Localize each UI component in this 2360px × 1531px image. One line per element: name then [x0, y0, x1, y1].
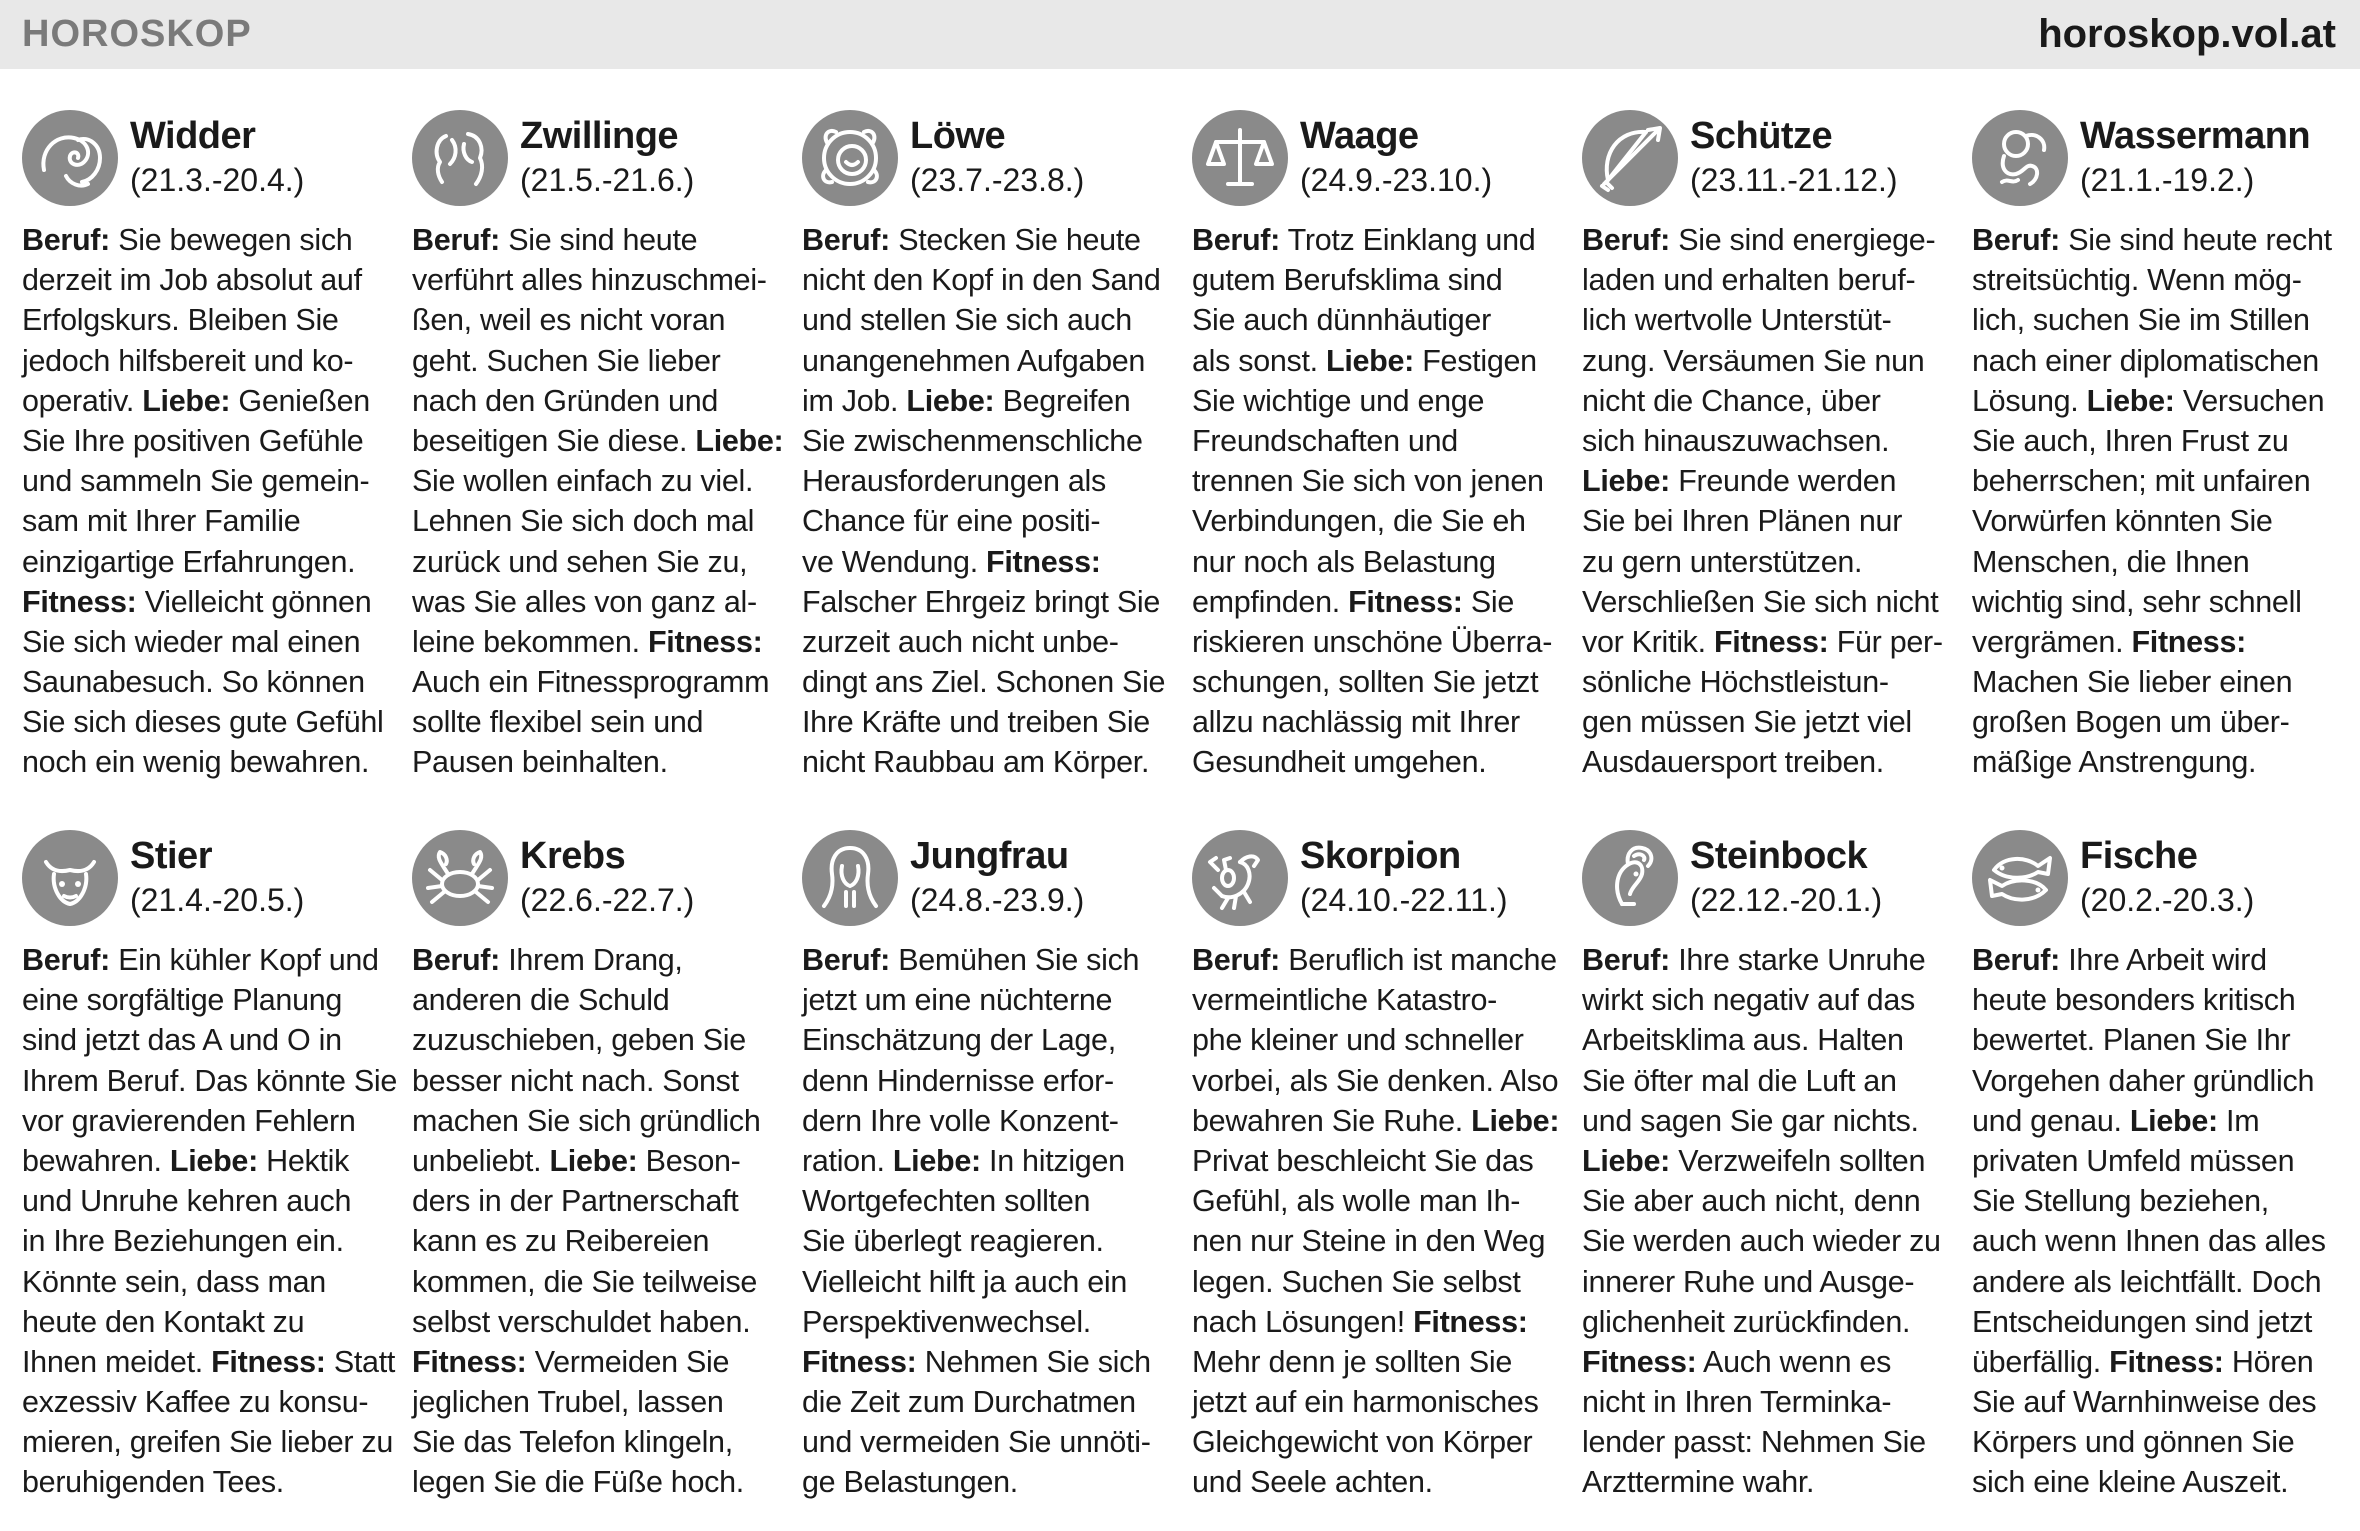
text-line: Arbeitsklima aus. Halten — [1582, 1023, 1904, 1058]
text-line: jetzt auf ein harmonisches — [1192, 1385, 1539, 1420]
sign-dates: (21.4.-20.5.) — [130, 882, 305, 918]
sign-card-zwillinge — [412, 108, 782, 808]
bull-icon — [22, 830, 118, 926]
sign-card-widder — [22, 108, 392, 808]
text-line: Ihre Kräfte und treiben Sie — [802, 705, 1150, 740]
text-line: Lehnen Sie sich doch mal — [412, 504, 755, 539]
text-line: zuzuschieben, geben Sie — [412, 1023, 746, 1058]
text-line: Beruf: Beruflich ist manche — [1192, 943, 1557, 977]
category-label: Beruf: — [412, 223, 501, 257]
sign-name: Löwe — [910, 115, 1006, 157]
sign-dates: (20.2.-20.3.) — [2080, 882, 2255, 918]
text-line: ve Wendung. Fitness: — [802, 544, 1101, 579]
text-line: nach den Gründen und — [412, 383, 719, 418]
text-line: ßen, weil es nicht voran — [412, 303, 726, 338]
text-line: beseitigen Sie diese. Liebe: — [412, 423, 784, 458]
text-line: dern Ihre volle Konzent- — [802, 1103, 1119, 1138]
text-line: kann es zu Reibereien — [412, 1224, 710, 1259]
sign-text — [1582, 940, 1954, 1503]
text-line: jetzt um eine nüchterne — [802, 983, 1113, 1018]
text-line: Sie bei Ihren Plänen nur — [1582, 504, 1903, 539]
text-line: Sie überlegt reagieren. — [802, 1224, 1104, 1259]
text-line: Sie Stellung beziehen, — [1972, 1184, 2269, 1219]
sign-card-skorpion — [1192, 828, 1562, 1528]
text-line: Körpers und gönnen Sie — [1972, 1425, 2295, 1460]
text-line: nen nur Steine in den Weg — [1192, 1224, 1546, 1259]
sign-name: Fische — [2080, 835, 2198, 877]
sign-dates: (21.1.-19.2.) — [2080, 162, 2255, 198]
sign-header — [1192, 108, 1562, 214]
text-line: leine bekommen. Fitness: — [412, 624, 763, 659]
text-line: Beruf: Sie bewegen sich — [22, 223, 353, 257]
text-line: Beruf: Stecken Sie heute — [802, 223, 1141, 257]
sign-header — [412, 828, 782, 934]
text-line: zung. Versäumen Sie nun — [1582, 343, 1925, 378]
text-line: sollte flexibel sein und — [412, 705, 704, 740]
text-line: zu gern unterstützen. — [1582, 544, 1863, 579]
text-line: Pausen beinhalten. — [412, 745, 668, 780]
category-label: Liebe: — [2086, 383, 2175, 418]
sign-card-loewe — [802, 108, 1172, 808]
text-line: Ausdauersport treiben. — [1582, 745, 1884, 780]
text-line: Beruf: Bemühen Sie sich — [802, 943, 1140, 977]
category-label: Liebe: — [695, 423, 784, 458]
category-label: Fitness: — [647, 624, 763, 659]
text-line: Sie wichtige und enge — [1192, 383, 1485, 418]
sign-card-stier — [22, 828, 398, 1528]
category-label: Liebe: — [2129, 1103, 2218, 1138]
text-line: Sie öfter mal die Luft an — [1582, 1063, 1897, 1098]
text-line: und sagen Sie gar nichts. — [1582, 1103, 1919, 1138]
text-line: vorbei, als Sie denken. Also — [1192, 1063, 1559, 1098]
text-line: Fitness: Nehmen Sie sich — [802, 1344, 1151, 1379]
text-line: vor Kritik. Fitness: Für per- — [1582, 624, 1943, 659]
category-label: Beruf: — [412, 943, 501, 977]
text-line: Sie das Telefon klingeln, — [412, 1425, 733, 1460]
sign-dates: (22.6.-22.7.) — [520, 882, 695, 918]
text-line: Beruf: Ihrem Drang, — [412, 943, 683, 977]
text-line: ders in der Partnerschaft — [412, 1184, 739, 1219]
text-line: Könnte sein, dass man — [22, 1264, 326, 1299]
text-line: gen müssen Sie jetzt viel — [1582, 705, 1912, 740]
text-line: Sie auch dünnhäutiger — [1192, 303, 1491, 338]
text-line: Beruf: Ein kühler Kopf und — [22, 943, 379, 977]
text-line: sam mit Ihrer Familie — [22, 504, 301, 539]
text-line: Liebe: Freunde werden — [1582, 464, 1897, 499]
sign-dates: (24.8.-23.9.) — [910, 882, 1085, 918]
sign-text — [1192, 940, 1564, 1503]
category-label: Beruf: — [22, 223, 111, 257]
category-label: Liebe: — [549, 1143, 638, 1178]
scorpion-icon — [1192, 830, 1288, 926]
virgin-icon — [802, 830, 898, 926]
text-line: mäßige Anstrengung. — [1972, 745, 2257, 780]
sign-header — [412, 108, 782, 214]
text-line: nur noch als Belastung — [1192, 544, 1496, 579]
text-line: großen Bogen um über- — [1972, 705, 2290, 740]
text-line: trennen Sie sich von jenen — [1192, 464, 1544, 499]
text-line: und sammeln Sie gemein- — [22, 464, 370, 499]
text-line: nach Lösungen! Fitness: — [1192, 1304, 1528, 1339]
text-line: jedoch hilfsbereit und ko- — [22, 343, 354, 378]
sign-name: Krebs — [520, 835, 626, 877]
sign-card-waage — [1192, 108, 1562, 808]
text-line: wichtig sind, sehr schnell — [1972, 584, 2302, 619]
text-line: phe kleiner und schneller — [1192, 1023, 1524, 1058]
text-line: was Sie alles von ganz al- — [412, 584, 757, 619]
text-line: die Zeit zum Durchatmen — [802, 1385, 1136, 1420]
sign-card-fische — [1972, 828, 2342, 1528]
text-line: zurück und sehen Sie zu, — [412, 544, 748, 579]
sign-header — [1972, 828, 2342, 934]
text-line: bewahren. Liebe: Hektik — [22, 1143, 350, 1178]
text-line: ge Belastungen. — [802, 1465, 1018, 1500]
water-bearer-icon — [1972, 110, 2068, 206]
text-line: Sie auf Warnhinweise des — [1972, 1385, 2317, 1420]
text-line: und vermeiden Sie unnöti- — [802, 1425, 1151, 1460]
text-line: Fitness: Vermeiden Sie — [412, 1344, 730, 1379]
text-line: in Ihre Beziehungen ein. — [22, 1224, 344, 1259]
text-line: vor gravierenden Fehlern — [22, 1103, 356, 1138]
text-line: Saunabesuch. So können — [22, 665, 365, 700]
sign-name: Schütze — [1690, 115, 1833, 157]
text-line: Gleichgewicht von Körper — [1192, 1425, 1533, 1460]
text-line: nicht Raubbau am Körper. — [802, 745, 1150, 780]
sign-text — [412, 940, 784, 1503]
sign-card-wassermann — [1972, 108, 2342, 808]
text-line: Wortgefechten sollten — [802, 1184, 1091, 1219]
text-line: nicht in Ihren Terminka- — [1582, 1385, 1892, 1420]
text-line: heute besonders kritisch — [1972, 983, 2296, 1018]
category-label: Fitness: — [2131, 624, 2246, 659]
text-line: Ihrem Beruf. Das könnte Sie — [22, 1063, 398, 1098]
text-line: sönliche Höchstleistun- — [1582, 665, 1889, 700]
text-line: Auch ein Fitnessprogramm — [412, 665, 770, 700]
text-line: heute den Kontakt zu — [22, 1304, 305, 1339]
category-label: Fitness: — [1348, 584, 1463, 619]
category-label: Beruf: — [1192, 943, 1281, 977]
sign-dates: (21.5.-21.6.) — [520, 162, 695, 198]
text-line: dingt ans Ziel. Schonen Sie — [802, 665, 1166, 700]
category-label: Fitness: — [211, 1344, 326, 1379]
text-line: andere als leichtfällt. Doch — [1972, 1264, 2322, 1299]
text-line: nicht die Chance, über — [1582, 383, 1881, 418]
text-line: Beruf: Ihre starke Unruhe — [1582, 943, 1926, 977]
text-line: unbeliebt. Liebe: Beson- — [412, 1143, 741, 1178]
sign-name: Skorpion — [1300, 835, 1461, 877]
text-line: lich, suchen Sie im Stillen — [1972, 303, 2310, 338]
text-line: Mehr denn je sollten Sie — [1192, 1344, 1513, 1379]
category-label: Liebe: — [1582, 464, 1671, 499]
sign-text — [802, 220, 1174, 783]
text-line: legen Sie die Füße hoch. — [412, 1465, 744, 1500]
text-line: und genau. Liebe: Im — [1972, 1103, 2260, 1138]
category-label: Fitness: — [2109, 1344, 2224, 1379]
text-line: Fitness: Vielleicht gönnen — [22, 584, 372, 619]
sign-dates: (24.9.-23.10.) — [1300, 162, 1493, 198]
text-line: Menschen, die Ihnen — [1972, 544, 2250, 579]
category-label: Beruf: — [1582, 223, 1671, 257]
text-line: im Job. Liebe: Begreifen — [802, 383, 1131, 418]
sign-dates: (24.10.-22.11.) — [1300, 882, 1508, 918]
text-line: ration. Liebe: In hitzigen — [802, 1143, 1125, 1178]
sign-dates: (23.11.-21.12.) — [1690, 162, 1898, 198]
text-line: Fitness: Auch wenn es — [1582, 1344, 1892, 1379]
text-line: als sonst. Liebe: Festigen — [1192, 343, 1537, 378]
text-line: gutem Berufsklima sind — [1192, 263, 1503, 298]
text-line: Beruf: Trotz Einklang und — [1192, 223, 1536, 257]
text-line: Erfolgskurs. Bleiben Sie — [22, 303, 339, 338]
text-line: glichenheit zurückfinden. — [1582, 1304, 1911, 1339]
text-line: denn Hindernisse erfor- — [802, 1063, 1114, 1098]
text-line: innerer Ruhe und Ausge- — [1582, 1264, 1915, 1299]
category-label: Fitness: — [22, 584, 137, 619]
text-line: legen. Suchen Sie selbst — [1192, 1264, 1521, 1299]
text-line: Falscher Ehrgeiz bringt Sie — [802, 584, 1161, 619]
category-label: Fitness: — [412, 1344, 527, 1379]
text-line: riskieren unschöne Überra- — [1192, 624, 1553, 659]
text-line: bewertet. Planen Sie Ihr — [1972, 1023, 2291, 1058]
sign-name: Waage — [1300, 115, 1419, 157]
text-line: vergrämen. Fitness: — [1972, 624, 2246, 659]
category-label: Fitness: — [986, 544, 1101, 579]
category-label: Fitness: — [1413, 1304, 1528, 1339]
text-line: und stellen Sie sich auch — [802, 303, 1132, 338]
sign-header — [1972, 108, 2342, 214]
sign-name: Zwillinge — [520, 115, 679, 157]
text-line: anderen die Schuld — [412, 983, 670, 1018]
text-line: Beruf: Ihre Arbeit wird — [1972, 943, 2267, 977]
text-line: Sie aber auch nicht, denn — [1582, 1184, 1921, 1219]
sign-header — [22, 108, 392, 214]
text-line: Sie sich dieses gute Gefühl — [22, 705, 384, 740]
text-line: schungen, sollten Sie jetzt — [1192, 665, 1539, 700]
text-line: lich wertvolle Unterstüt- — [1582, 303, 1892, 338]
text-line: Freundschaften und — [1192, 423, 1458, 458]
capricorn-goat-icon — [1582, 830, 1678, 926]
sign-name: Widder — [130, 115, 256, 157]
category-label: Beruf: — [22, 943, 111, 977]
text-line: Verschließen Sie sich nicht — [1582, 584, 1939, 619]
text-line: machen Sie sich gründlich — [412, 1103, 761, 1138]
text-line: überfällig. Fitness: Hören — [1972, 1344, 2314, 1379]
text-line: beruhigenden Tees. — [22, 1465, 284, 1500]
text-line: wirkt sich negativ auf das — [1582, 983, 1915, 1018]
text-line: Vorgehen daher gründlich — [1972, 1063, 2315, 1098]
sign-card-schuetze — [1582, 108, 1952, 808]
category-label: Fitness: — [1713, 624, 1829, 659]
text-line: Liebe: Verzweifeln sollten — [1582, 1143, 1926, 1178]
text-line: jeglichen Trubel, lassen — [412, 1385, 724, 1420]
sign-dates: (21.3.-20.4.) — [130, 162, 305, 198]
text-line: einzigartige Erfahrungen. — [22, 544, 356, 579]
sign-text — [1192, 220, 1564, 783]
category-label: Liebe: — [142, 383, 231, 418]
text-line: Vorwürfen könnten Sie — [1972, 504, 2273, 539]
twins-icon — [412, 110, 508, 206]
text-line: Sie Ihre positiven Gefühle — [22, 423, 364, 458]
category-label: Beruf: — [1192, 223, 1281, 257]
text-line: nicht den Kopf in den Sand — [802, 263, 1161, 298]
text-line: kommen, die Sie teilweise — [412, 1264, 758, 1299]
sign-card-krebs — [412, 828, 782, 1528]
text-line: Ihnen meidet. Fitness: Statt — [22, 1344, 396, 1379]
text-line: beherrschen; mit unfairen — [1972, 464, 2311, 499]
text-line: Lösung. Liebe: Versuchen — [1972, 383, 2325, 418]
category-label: Beruf: — [802, 943, 891, 977]
sign-dates: (23.7.-23.8.) — [910, 162, 1085, 198]
page-header — [0, 0, 2360, 69]
sign-header — [802, 828, 1172, 934]
text-line: privaten Umfeld müssen — [1972, 1143, 2295, 1178]
sign-header — [22, 828, 392, 934]
category-label: Beruf: — [1582, 943, 1671, 977]
category-label: Liebe: — [1326, 343, 1415, 378]
sign-text — [1972, 940, 2344, 1503]
scales-icon — [1192, 110, 1288, 206]
text-line: Vielleicht hilft ja auch ein — [802, 1264, 1128, 1299]
website-url[interactable]: horoskop.vol.at — [2038, 12, 2336, 56]
crab-icon — [412, 830, 508, 926]
category-label: Beruf: — [1972, 943, 2061, 977]
text-line: Beruf: Sie sind heute recht — [1972, 223, 2332, 257]
text-line: sich hinauszuwachsen. — [1582, 423, 1890, 458]
category-label: Liebe: — [892, 1143, 981, 1178]
text-line: Arzttermine wahr. — [1582, 1465, 1815, 1500]
fish-icon — [1972, 830, 2068, 926]
text-line: nach einer diplomatischen — [1972, 343, 2319, 378]
sign-name: Wassermann — [2080, 115, 2311, 157]
text-line: empfinden. Fitness: Sie — [1192, 584, 1514, 619]
text-line: Sie wollen einfach zu viel. — [412, 464, 754, 499]
text-line: geht. Suchen Sie lieber — [412, 343, 721, 378]
text-line: Sie werden auch wieder zu — [1582, 1224, 1941, 1259]
text-line: Gefühl, als wolle man Ih- — [1192, 1184, 1521, 1219]
lion-icon — [802, 110, 898, 206]
text-line: streitsüchtig. Wenn mög- — [1972, 263, 2302, 298]
text-line: bewahren Sie Ruhe. Liebe: — [1192, 1103, 1560, 1138]
sign-text — [1582, 220, 1954, 783]
sign-name: Steinbock — [1690, 835, 1868, 877]
text-line: Sie auch, Ihren Frust zu — [1972, 423, 2289, 458]
text-line: allzu nachlässig mit Ihrer — [1192, 705, 1520, 740]
category-label: Liebe: — [1582, 1143, 1671, 1178]
category-label: Beruf: — [802, 223, 891, 257]
sign-name: Stier — [130, 835, 212, 877]
archer-bow-icon — [1582, 110, 1678, 206]
category-label: Fitness: — [802, 1344, 917, 1379]
sign-text — [802, 940, 1174, 1503]
text-line: Verbindungen, die Sie eh — [1192, 504, 1526, 539]
sign-header — [802, 108, 1172, 214]
text-line: Sie sich wieder mal einen — [22, 624, 361, 659]
text-line: und Seele achten. — [1192, 1465, 1433, 1500]
sign-header — [1192, 828, 1562, 934]
text-line: zurzeit auch nicht unbe- — [802, 624, 1119, 659]
text-line: unangenehmen Aufgaben — [802, 343, 1146, 378]
text-line: Gesundheit umgehen. — [1192, 745, 1487, 780]
sign-header — [1582, 108, 1952, 214]
text-line: verführt alles hinzuschmei- — [412, 263, 767, 298]
ram-icon — [22, 110, 118, 206]
sign-name: Jungfrau — [910, 835, 1069, 877]
text-line: Herausforderungen als — [802, 464, 1106, 499]
text-line: mieren, greifen Sie lieber zu — [22, 1425, 394, 1460]
category-label: Liebe: — [906, 383, 995, 418]
text-line: laden und erhalten beruf- — [1582, 263, 1916, 298]
sign-header — [1582, 828, 1952, 934]
text-line: Machen Sie lieber einen — [1972, 665, 2293, 700]
text-line: selbst verschuldet haben. — [412, 1304, 751, 1339]
sign-text — [1972, 220, 2344, 783]
text-line: operativ. Liebe: Genießen — [22, 383, 370, 418]
sign-card-jungfrau — [802, 828, 1172, 1528]
text-line: exzessiv Kaffee zu konsu- — [22, 1385, 369, 1420]
text-line: Einschätzung der Lage, — [802, 1023, 1116, 1058]
sign-text — [22, 220, 394, 783]
category-label: Liebe: — [169, 1143, 258, 1178]
category-label: Beruf: — [1972, 223, 2061, 257]
text-line: Entscheidungen sind jetzt — [1972, 1304, 2313, 1339]
category-label: Liebe: — [1471, 1103, 1560, 1138]
text-line: und Unruhe kehren auch — [22, 1184, 352, 1219]
text-line: Privat beschleicht Sie das — [1192, 1143, 1534, 1178]
text-line: auch wenn Ihnen das alles — [1972, 1224, 2326, 1259]
text-line: eine sorgfältige Planung — [22, 983, 343, 1018]
text-line: Beruf: Sie sind heute — [412, 223, 698, 257]
text-line: Chance für eine positi- — [802, 504, 1101, 539]
text-line: sind jetzt das A und O in — [22, 1023, 342, 1058]
text-line: Sie zwischenmenschliche — [802, 423, 1143, 458]
category-label: Fitness: — [1582, 1344, 1697, 1379]
section-title: HOROSKOP — [22, 13, 252, 55]
text-line: Beruf: Sie sind energiege- — [1582, 223, 1936, 257]
text-line: lender passt: Nehmen Sie — [1582, 1425, 1926, 1460]
sign-text — [22, 940, 398, 1503]
sign-dates: (22.12.-20.1.) — [1690, 882, 1883, 918]
text-line: sich eine kleine Auszeit. — [1972, 1465, 2289, 1500]
text-line: derzeit im Job absolut auf — [22, 263, 362, 298]
text-line: Perspektivenwechsel. — [802, 1304, 1091, 1339]
text-line: noch ein wenig bewahren. — [22, 745, 370, 780]
text-line: vermeintliche Katastro- — [1192, 983, 1497, 1018]
sign-text — [412, 220, 784, 783]
sign-card-steinbock — [1582, 828, 1952, 1528]
text-line: besser nicht nach. Sonst — [412, 1063, 739, 1098]
